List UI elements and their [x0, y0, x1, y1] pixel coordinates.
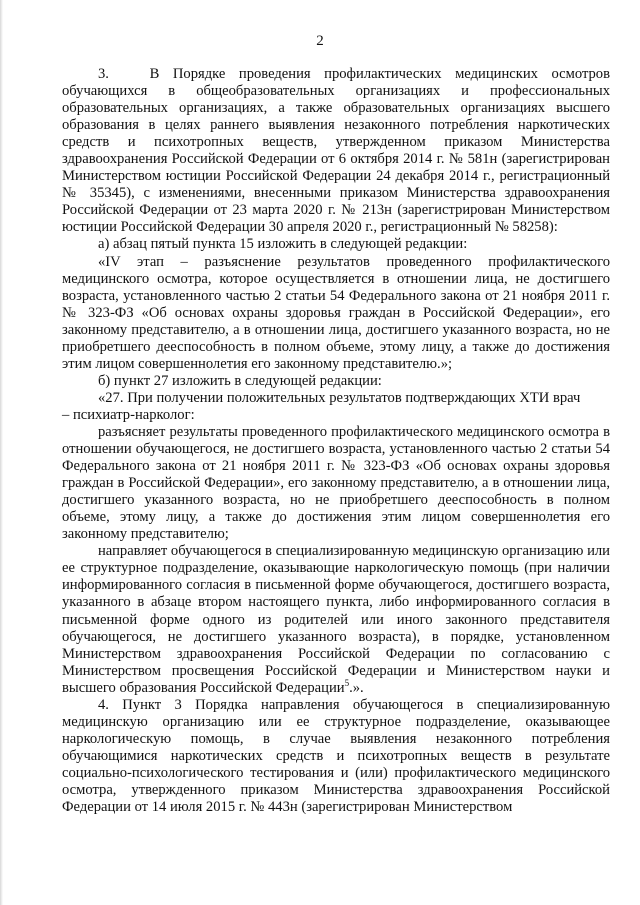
paragraph-section-3: 3. В Порядке проведения профилактических медицинских осмотров обучающихся в общеобразовательных организациях и профессиональных образовательных организациях, а также образовательных организациях высшего образования в целях раннего выявления незаконного потребления наркотических средств и психотропных веществ, утвержденном приказом Министерства здравоохранения Российской Федерации от 6 октября 2014 г. № 581н (зарегистрирован Министерством юстиции Российской Федерации 24 декабря 2014 г., регистрационный № 35345), с изменениями, внесенными приказом Министерства здравоохранения Российской Федерации от 23 марта 2020 г. № 213н (зарегистрирован Министерством юстиции Российской Федерации 30 апреля 2020 г., регистрационный № 58258): [62, 66, 610, 236]
footnote-marker: 5 [344, 677, 350, 688]
paragraph-refers-text: направляет обучающегося в специализированную медицинскую организацию или ее структурное подразделение, оказывающие наркологическую помощь (при наличии информированного согласия в письменной форме обучающегося, достигшего возраста, указанного в абзаце втором настоящего пункта, либо информированного согласия в письменной форме одного из родителей или иного законного представителя обучающегося, не достигшего указанного возраста), в порядке, установленном Министерством здравоохранения Российской Федерации по согласованию с Министерством просвещения Российской Федерации и Министерством науки и высшего образования Российской Федерации [62, 543, 610, 696]
paragraph-item-a: а) абзац пятый пункта 15 изложить в следующей редакции: [98, 236, 468, 253]
page-number: 2 [316, 33, 324, 49]
scan-edge [0, 0, 3, 905]
paragraph-item-b: б) пункт 27 изложить в следующей редакции: [98, 372, 382, 389]
paragraph-point-27: «27. При получении положительных результатов подтверждающих ХТИ врач [98, 389, 581, 406]
paragraph-psychiatrist: – психиатр-нарколог: [62, 406, 195, 423]
paragraph-refers-end: .». [349, 679, 364, 696]
paragraph-explains: разъясняет результаты проведенного профилактического медицинского осмотра в отношении обучающегося, не достигшего возраста, установленного частью 2 статьи 54 Федерального закона от 21 ноября 2011 г. № 323-ФЗ «Об основах охраны здоровья граждан в Российской Федерации», его законному представителю, а в отношении лица, достигшего указанного возраста, но не приобретшего дееспособность в полном объеме, этому лицу, а также до достижения этим лицом совершеннолетия его законному представителю; [62, 423, 610, 543]
paragraph-refers [62, 543, 610, 696]
paragraph-stage-iv: «IV этап – разъяснение результатов проведенного профилактического медицинского осмотра, которое осуществляется в отношении лица, не достигшего возраста, установленного частью 2 статьи 54 Федерального закона от 21 ноября 2011 г. № 323-ФЗ «Об основах охраны здоровья граждан в Российской Федерации», его законному представителю, а в отношении лица, достигшего указанного возраста, но не приобретшего дееспособность в полном объеме, этому лицу, а также до достижения этим лицом совершеннолетия его законному представителю.»; [62, 253, 610, 372]
document-body [62, 66, 610, 816]
paragraph-section-4: 4. Пункт 3 Порядка направления обучающегося в специализированную медицинскую организацию или ее структурное подразделение, оказывающее наркологическую помощь, в случае выявления незаконного потребления обучающимися наркотических средств и психотропных веществ в результате социально-психологического тестирования и (или) профилактического медицинского осмотра, утвержденного приказом Министерства здравоохранения Российской Федерации от 14 июля 2015 г. № 443н (зарегистрирован Министерством [62, 696, 610, 816]
